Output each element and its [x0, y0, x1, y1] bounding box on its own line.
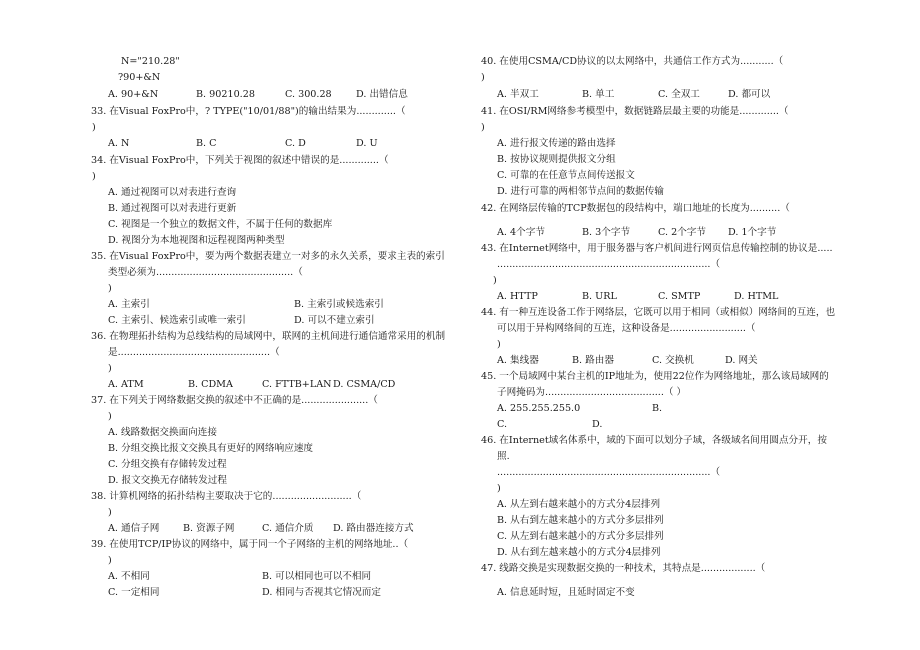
option-c: C. 视图是一个独立的数据文件，不属于任何的数据库: [108, 219, 333, 230]
option-c: C.: [497, 419, 508, 430]
option-b: B. 主索引或候选索引: [294, 299, 384, 310]
question-36-cont: 是..................................................（: [108, 347, 280, 358]
question-46-cont: 照.: [497, 451, 510, 462]
question-34-paren: ): [92, 171, 96, 182]
option-d: D. 视图分为本地视图和远程视图两种类型: [108, 235, 285, 246]
question-44-paren: ): [497, 339, 501, 350]
option-b: B.: [652, 403, 663, 414]
question-41: 41. 在OSI/RM网络参考模型中，数据链路层最主要的功能是.............（: [481, 106, 789, 117]
option-c: C. FTTB+LAN: [262, 379, 332, 390]
option-c: C. 2个字节: [658, 227, 706, 238]
option-c: C. 可靠的在任意节点间传送报文: [497, 170, 635, 181]
option-a: A. 信息延时短，且延时固定不变: [497, 587, 635, 598]
option-a: A. 线路数据交换面向连接: [108, 427, 217, 438]
option-a: A. 4个字节: [497, 227, 545, 238]
question-43-paren: ): [493, 275, 497, 286]
option-a: A. 通过视图可以对表进行查询: [108, 187, 237, 198]
option-b: B. 资源子网: [183, 523, 235, 534]
variable-assignment: N="210.28": [121, 56, 180, 67]
question-40-paren: ): [481, 72, 485, 83]
question-33-paren: ): [92, 122, 96, 133]
question-46-dots: ......................................................................（: [497, 467, 721, 478]
question-40: 40. 在使用CSMA/CD协议的以太网络中，共通信工作方式为...........（: [481, 56, 784, 67]
option-b: B. 单工: [582, 89, 615, 100]
question-35: 35. 在Visual FoxPro中，要为两个数据表建立一对多的永久关系，要求主表的索引: [91, 251, 445, 262]
option-d: D. HTML: [734, 291, 779, 302]
option-b: B. URL: [582, 291, 617, 302]
option-d: D.: [592, 419, 603, 430]
question-36: 36. 在物理拓扑结构为总线结构的局域网中，联网的主机间进行通信通常采用的机制: [91, 331, 446, 342]
option-a: A. 从左到右越来越小的方式分4层排列: [497, 499, 661, 510]
option-a: A. 主索引: [108, 299, 150, 310]
question-39: 39. 在使用TCP/IP协议的网络中，属于同一个子网络的主机的网络地址..（: [91, 539, 409, 550]
option-a: A. ATM: [108, 379, 144, 390]
option-a: A. 集线器: [497, 355, 539, 366]
option-b: B. 90210.28: [196, 89, 255, 100]
option-b: B. 通过视图可以对表进行更新: [108, 203, 237, 214]
option-c: C. 一定相同: [108, 587, 160, 598]
option-a: A. 通信子网: [108, 523, 160, 534]
option-c: C. 全双工: [658, 89, 700, 100]
option-a: A. 半双工: [497, 89, 539, 100]
question-33: 33. 在Visual FoxPro中，? TYPE("10/01/88")的输出结果为.............（: [91, 106, 406, 117]
option-d: D. 从右到左越来越小的方式分4层排列: [497, 547, 661, 558]
question-35-paren: ): [108, 283, 112, 294]
option-c: C. 通信介质: [262, 523, 314, 534]
option-c: C. 300.28: [285, 89, 332, 100]
question-43: 43. 在Internet网络中，用于服务器与客户机间进行网页信息传输控制的协议是.....: [481, 243, 833, 254]
option-d: D. 网关: [725, 355, 758, 366]
option-b: B. 从右到左越来越小的方式分多层排列: [497, 515, 664, 526]
option-c: C. SMTP: [658, 291, 701, 302]
question-46-paren: ): [497, 483, 501, 494]
question-45: 45. 一个局域网中某台主机的IP地址为，使用22位作为网络地址，那么该局域网的: [481, 371, 829, 382]
question-46: 46. 在Internet域名体系中，域的下面可以划分子域，各级域名间用圆点分开，按: [481, 435, 827, 446]
question-42: 42. 在网络层传输的TCP数据包的段结构中，端口地址的长度为..........（: [481, 203, 790, 214]
question-37: 37. 在下列关于网络数据交换的叙述中不正确的是......................（: [91, 395, 378, 406]
question-37-paren: ): [108, 411, 112, 422]
expression-line: ?90+&N: [118, 72, 161, 83]
option-b: B. 3个字节: [582, 227, 631, 238]
option-c: C. 主索引、候选索引或唯一索引: [108, 315, 246, 326]
option-d: D. CSMA/CD: [333, 379, 396, 390]
question-35-cont: 类型必须为.............................................（: [108, 267, 303, 278]
option-d: D. 1个字节: [728, 227, 777, 238]
option-a: A. 255.255.255.0: [497, 403, 581, 414]
question-36-paren: ): [108, 363, 112, 374]
option-d: D. 可以不建立索引: [294, 315, 375, 326]
question-47: 47. 线路交换是实现数据交换的一种技术，其特点是..................（: [481, 563, 766, 574]
option-a: A. N: [108, 138, 130, 149]
option-b: B. 分组交换比报文交换具有更好的网络响应速度: [108, 443, 314, 454]
question-44: 44. 有一种互连设备工作于网络层，它既可以用于相同（或相似）网络间的互连，也: [481, 307, 836, 318]
option-d: D. 进行可靠的两相邻节点间的数据传输: [497, 186, 664, 197]
question-45-cont: 子网掩码为.......................................（ ）: [497, 387, 687, 398]
option-a: A. HTTP: [497, 291, 538, 302]
option-c: C. 分组交换有存储转发过程: [108, 459, 227, 470]
option-a: A. 进行报文传递的路由选择: [497, 138, 616, 149]
question-44-cont: 可以用于异构网络间的互连，这种设备是.........................（: [497, 323, 756, 334]
option-c: C. 交换机: [652, 355, 694, 366]
question-39-paren: ): [108, 555, 112, 566]
option-d: D. 报文交换无存储转发过程: [108, 475, 227, 486]
option-d: D. 路由器连接方式: [333, 523, 414, 534]
option-c: C. D: [285, 138, 306, 149]
question-43-cont: ......................................................................（: [497, 259, 721, 270]
option-d: D. 出错信息: [356, 89, 408, 100]
option-b: B. 可以相同也可以不相同: [262, 571, 372, 582]
question-34: 34. 在Visual FoxPro中，下列关于视图的叙述中错误的是.............（: [91, 155, 389, 166]
question-38: 38. 计算机网络的拓扑结构主要取决于它的..........................（: [91, 491, 362, 502]
option-d: D. 相同与否视其它情况而定: [262, 587, 381, 598]
option-b: B. C: [196, 138, 217, 149]
option-b: B. 按协议规则提供报文分组: [497, 154, 616, 165]
question-41-paren: ): [481, 122, 485, 133]
option-a: A. 90+&N: [108, 89, 159, 100]
option-d: D. 都可以: [728, 89, 771, 100]
option-c: C. 从左到右越来越小的方式分多层排列: [497, 531, 664, 542]
question-38-paren: ): [108, 507, 112, 518]
option-b: B. 路由器: [572, 355, 614, 366]
option-a: A. 不相同: [108, 571, 150, 582]
option-b: B. CDMA: [188, 379, 233, 390]
option-d: D. U: [356, 138, 378, 149]
